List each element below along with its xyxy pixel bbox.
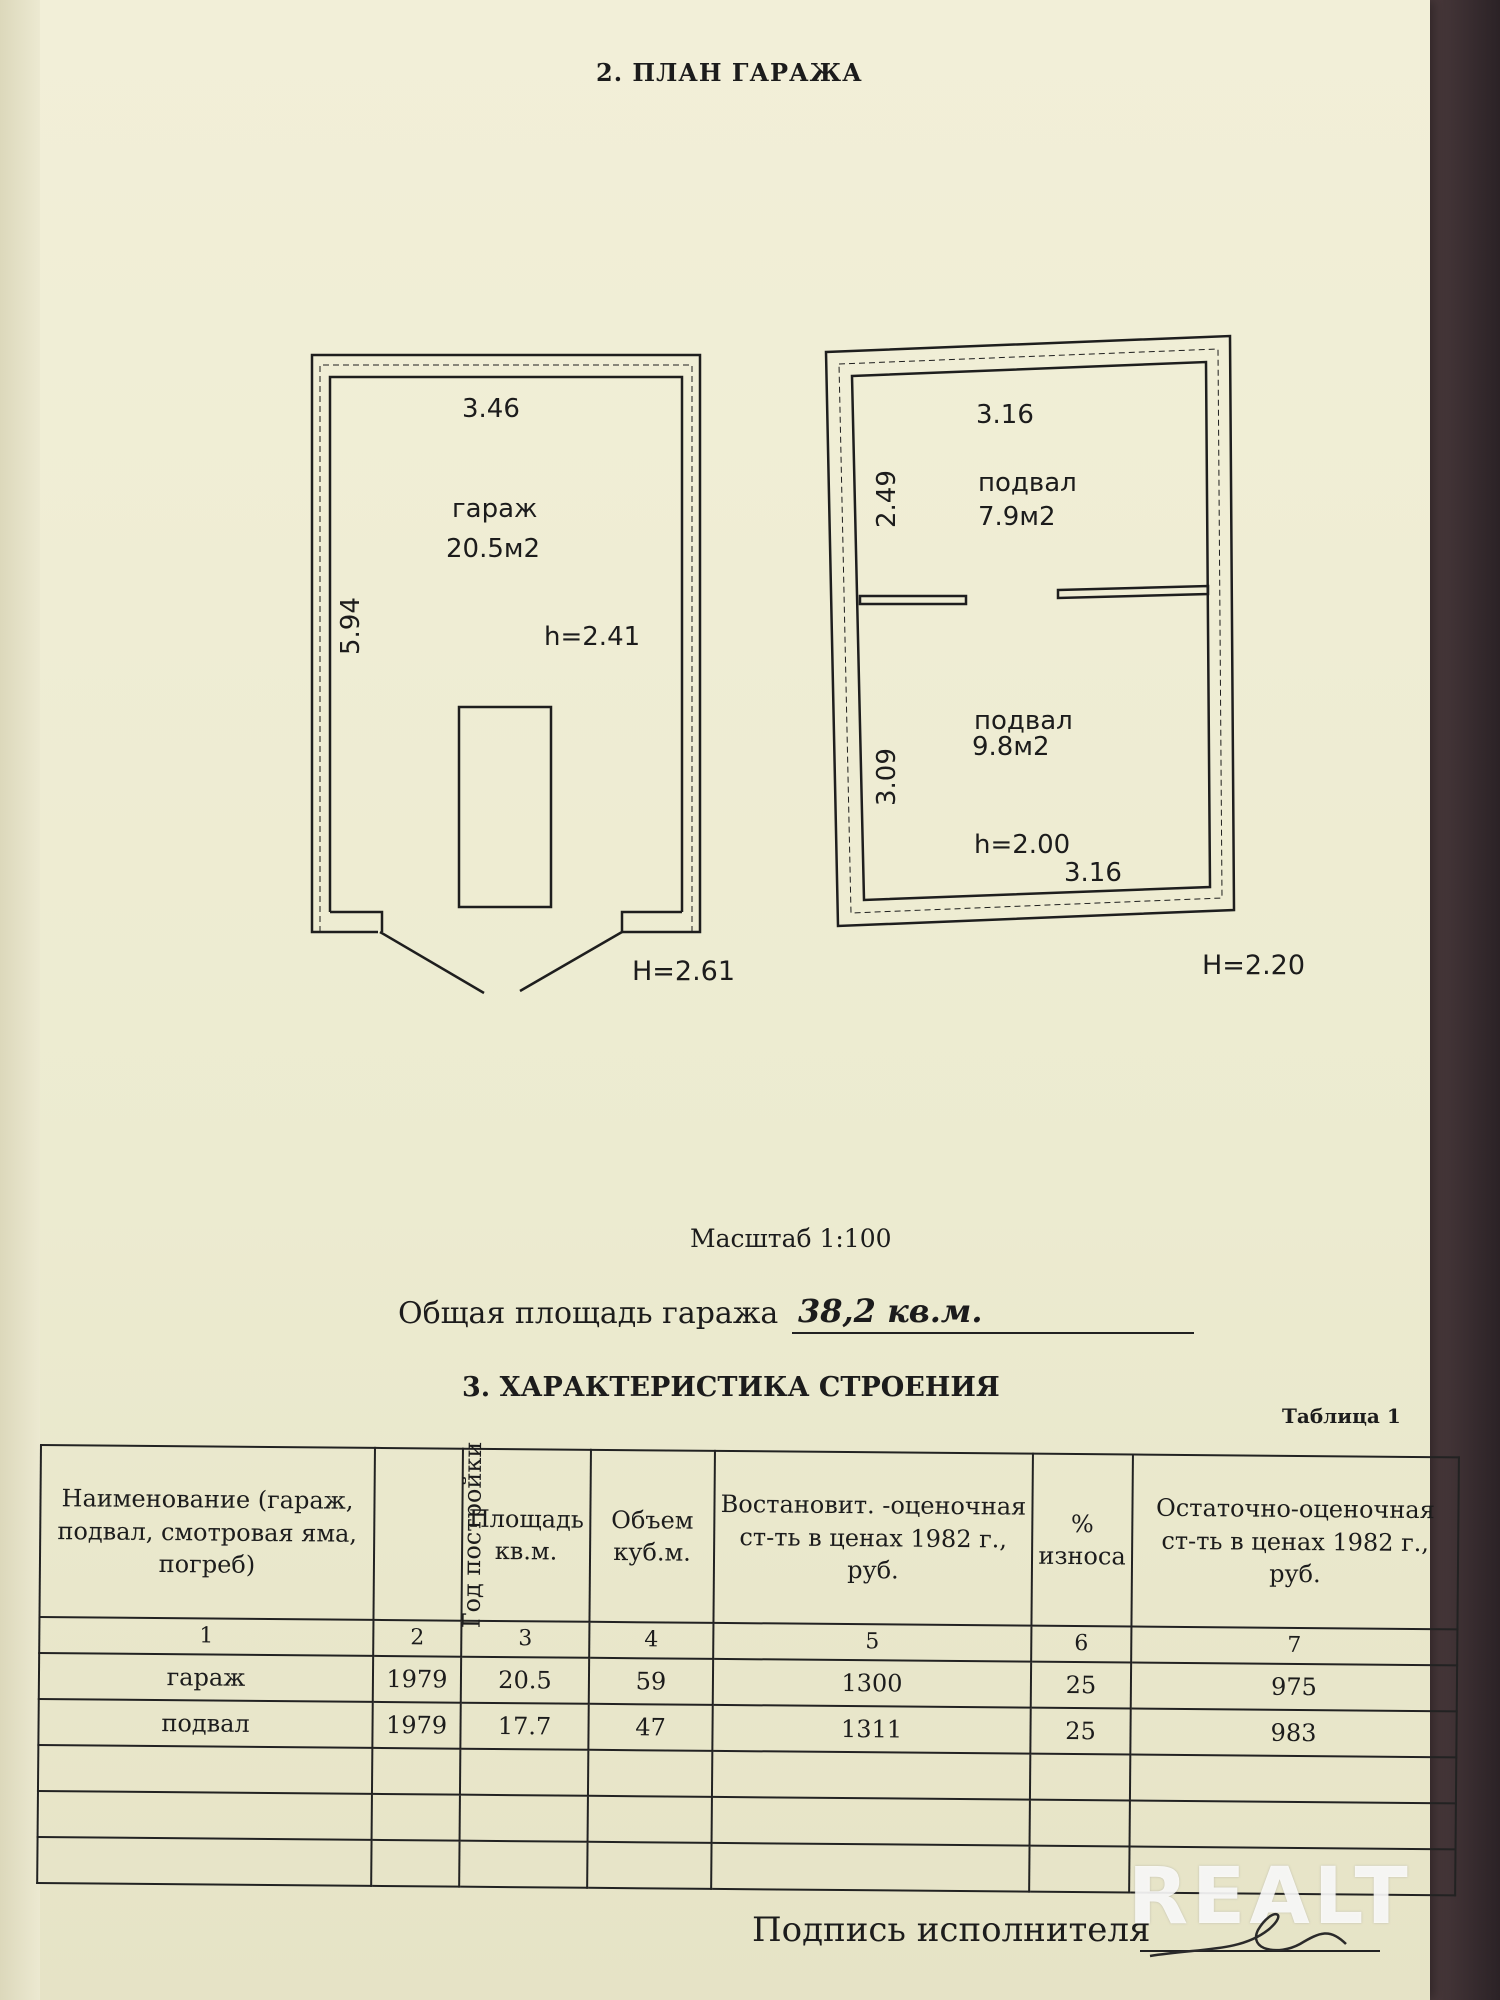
- column-number: 4: [589, 1622, 713, 1659]
- basement-outer-height: H=2.20: [1202, 950, 1306, 981]
- table-cell: 1311: [712, 1705, 1030, 1754]
- partition-left: [860, 596, 966, 604]
- table-cell: 17.7: [460, 1703, 588, 1750]
- table-cell: [1030, 1754, 1130, 1801]
- table-cell: подвал: [38, 1699, 372, 1748]
- header-year: Год постройки: [373, 1448, 462, 1621]
- table-cell: 975: [1131, 1663, 1457, 1712]
- garage-room-area: 20.5м2: [446, 534, 541, 564]
- signature-label: Подпись исполнителя: [752, 1910, 1151, 1950]
- table-cell: [712, 1751, 1030, 1800]
- scale-label: Масштаб 1:100: [690, 1224, 892, 1253]
- table-cell: 20.5: [461, 1657, 589, 1704]
- garage-door-jamb-right: [622, 912, 682, 932]
- garage-length-label: 5.94: [336, 597, 366, 655]
- table-cell: [588, 1750, 712, 1797]
- table-cell: 1979: [372, 1702, 460, 1749]
- basement-inner-height: h=2.00: [974, 830, 1071, 860]
- column-number: 5: [713, 1623, 1031, 1662]
- header-residual-value: Остаточно-оценочная ст-ть в ценах 1982 г., руб.: [1131, 1455, 1458, 1630]
- basement-room2-name: подвал: [974, 706, 1073, 736]
- table-cell: [38, 1791, 372, 1840]
- basement-inner-wall: [852, 362, 1210, 900]
- table-cell: [1130, 1755, 1456, 1804]
- table-cell: [712, 1797, 1030, 1846]
- table-cell: гараж: [39, 1653, 373, 1702]
- basement-wall-hatch: [839, 349, 1222, 913]
- header-volume: Объем куб.м.: [589, 1450, 714, 1623]
- table-cell: [459, 1841, 587, 1888]
- table-cell: [371, 1840, 459, 1887]
- inspection-pit: [459, 707, 551, 907]
- garage-width-label: 3.46: [462, 394, 520, 424]
- table-cell: 25: [1031, 1662, 1131, 1709]
- table-cell: [1029, 1846, 1129, 1893]
- garage-inner-height: h=2.41: [544, 622, 641, 652]
- garage-door-left: [380, 932, 484, 993]
- characteristics-table: [36, 1441, 1460, 1896]
- table-cell: [38, 1745, 372, 1794]
- garage-outer-height: H=2.61: [632, 956, 736, 987]
- header-name: Наименование (гараж, подвал, смотровая яма, погреб): [39, 1445, 374, 1620]
- column-number: 7: [1131, 1627, 1457, 1666]
- table-cell: [460, 1795, 588, 1842]
- basement-room2-area: 9.8м2: [972, 732, 1050, 762]
- total-area-underline: [792, 1332, 1194, 1334]
- table-cell: [37, 1837, 371, 1886]
- table-cell: [1030, 1800, 1130, 1847]
- section-title-characteristics: 3. ХАРАКТЕРИСТИКА СТРОЕНИЯ: [462, 1372, 1000, 1403]
- table-caption: Таблица 1: [1282, 1404, 1401, 1428]
- table-cell: 59: [589, 1658, 713, 1705]
- total-area-label: Общая площадь гаража: [398, 1296, 779, 1331]
- realt-watermark: REALT: [1128, 1852, 1412, 1942]
- garage-door-jamb-left: [330, 912, 382, 932]
- header-wear: % износа: [1031, 1454, 1132, 1627]
- table-cell: 47: [588, 1704, 712, 1751]
- column-number: 6: [1031, 1626, 1131, 1663]
- basement-width-top: 3.16: [976, 400, 1034, 430]
- table-cell: [372, 1748, 460, 1795]
- section-title-plan: 2. ПЛАН ГАРАЖА: [596, 58, 863, 87]
- partition-right: [1058, 586, 1208, 598]
- header-area: Площадь кв.м.: [461, 1449, 590, 1622]
- table-cell: [460, 1749, 588, 1796]
- garage-door-right: [520, 932, 622, 991]
- table-cell: [1130, 1801, 1456, 1850]
- header-replacement-value: Востановит. -оценочная ст-ть в ценах 1982 г., руб.: [713, 1451, 1032, 1626]
- basement-room1-side: 2.49: [872, 470, 902, 528]
- table-cell: [587, 1842, 711, 1889]
- garage-room-name: гараж: [452, 494, 538, 524]
- basement-room1-area: 7.9м2: [978, 502, 1056, 532]
- table-cell: 1979: [373, 1656, 461, 1703]
- basement-width-bottom: 3.16: [1064, 858, 1122, 888]
- column-number: 2: [373, 1620, 461, 1657]
- signature-line: [1140, 1950, 1380, 1952]
- table-cell: 25: [1030, 1708, 1130, 1755]
- column-number: 1: [39, 1617, 373, 1656]
- table-cell: [372, 1794, 460, 1841]
- table-cell: 983: [1130, 1709, 1456, 1758]
- garage-outer-wall: [312, 355, 700, 932]
- table-cell: [588, 1796, 712, 1843]
- total-area-value: 38,2 кв.м.: [798, 1292, 983, 1330]
- table-header-row: [39, 1445, 1458, 1629]
- table-cell: [711, 1843, 1029, 1892]
- column-number: 3: [461, 1621, 589, 1658]
- table-cell: 1300: [713, 1659, 1031, 1708]
- basement-room1-name: подвал: [978, 468, 1077, 498]
- basement-room2-side: 3.09: [872, 748, 902, 806]
